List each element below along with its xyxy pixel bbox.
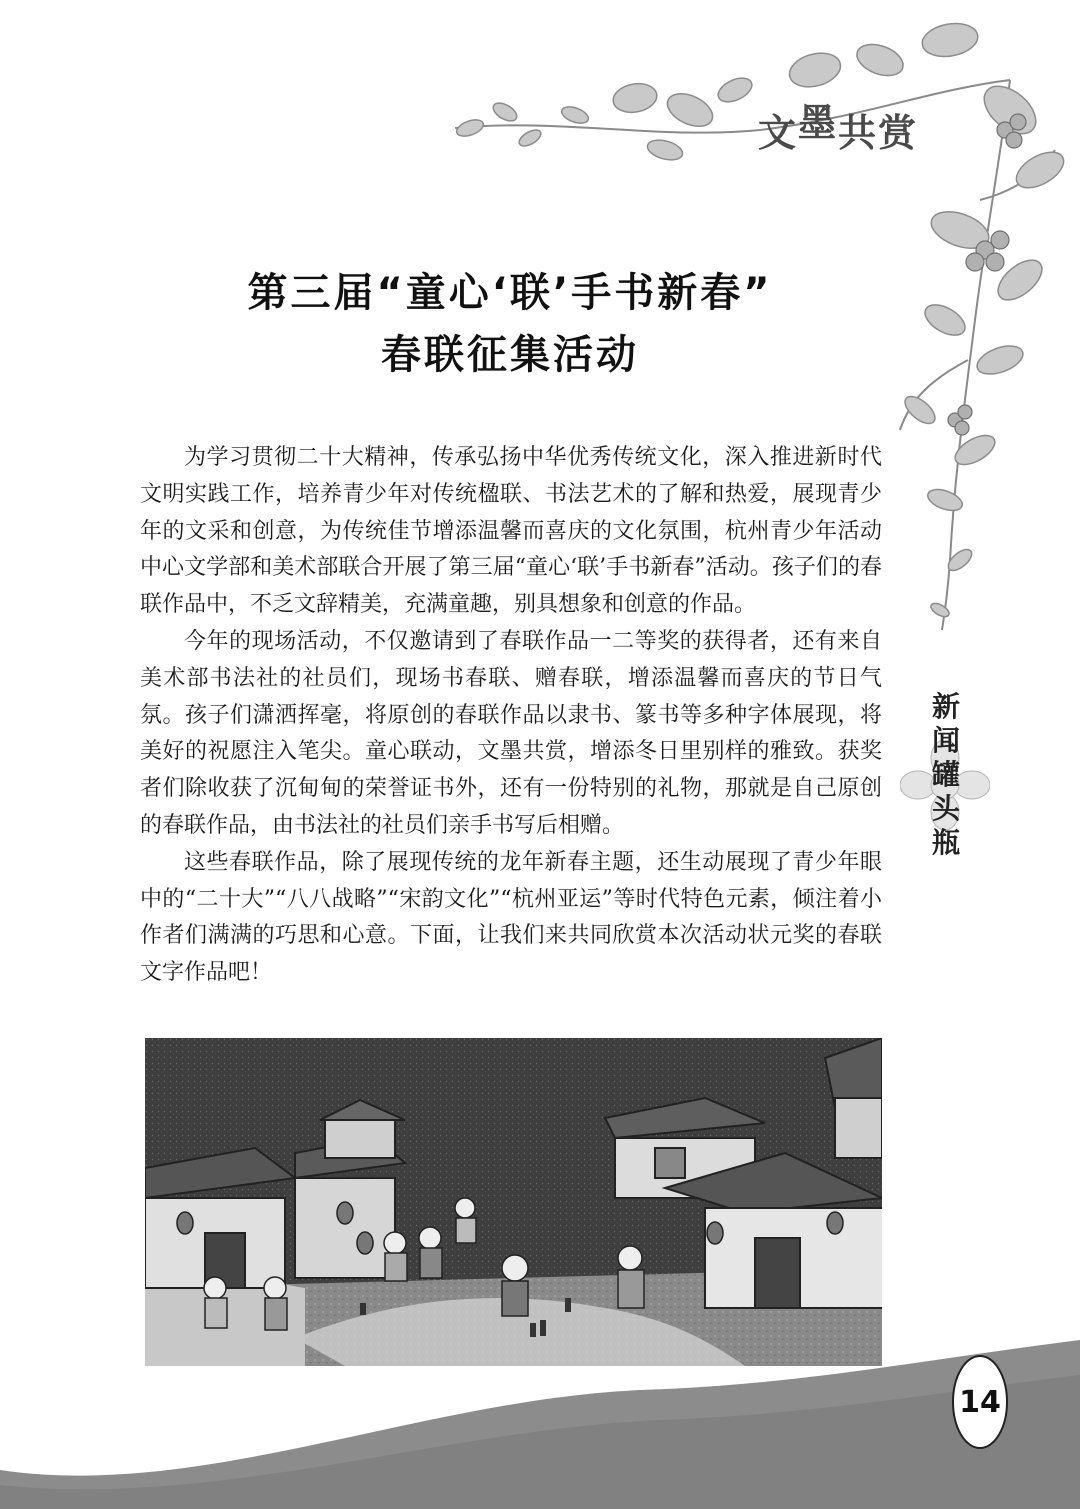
- village-illustration: [145, 1038, 882, 1366]
- paragraph: 这些春联作品，除了展现传统的龙年新春主题，还生动展现了青少年眼中的“二十大”“八八战略”“宋韵文化”“杭州亚运”等时代特色元素，倾注着小作者们满满的巧思和心意。下面，让我们来共同欣赏本次活动状元奖的春联文字作品吧！: [140, 849, 882, 986]
- section-title-char: 文: [758, 111, 799, 155]
- column-label-char: 瓶: [931, 826, 960, 859]
- title-line-2: 春联征集活动: [381, 332, 639, 378]
- section-title-char: 共: [838, 111, 879, 155]
- page-number: 14: [959, 1384, 1001, 1420]
- paragraph: 今年的现场活动，不仅邀请到了春联作品一二等奖的获得者，还有来自美术部书法社的社员们，现场书春联、赠春联，增添温馨而喜庆的节日气氛。孩子们潇洒挥毫，将原创的春联作品以隶书、篆书等多种字体展现，将美好的祝愿注入笔尖。童心联动，文墨共赏，增添冬日里别样的雅致。获奖者们除收获了沉甸甸的荣誉证书外，还有一份特别的礼物，那就是自己原创的春联作品，由书法社的社员们亲手书写后相赠。: [140, 628, 882, 838]
- column-label-char: 罐: [931, 758, 960, 791]
- column-label-char: 头: [931, 792, 960, 825]
- article-body: [140, 440, 882, 992]
- section-title: [758, 102, 918, 157]
- column-label-char: 闻: [931, 724, 960, 757]
- section-title-char: 墨: [798, 101, 839, 145]
- article-title: [140, 262, 880, 386]
- paragraph: 为学习贯彻二十大精神，传承弘扬中华优秀传统文化，深入推进新时代文明实践工作，培养青少年对传统楹联、书法艺术的了解和热爱，展现青少年的文采和创意，为传统佳节增添温馨而喜庆的文化氛围，杭州青少年活动中心文学部和美术部联合开展了第三届“童心‘联’手书新春”活动。孩子们的春联作品中，不乏文辞精美，充满童趣，别具想象和创意的作品。: [140, 445, 882, 618]
- column-label: [918, 690, 974, 860]
- footer-wave-decoration: [0, 1330, 1080, 1509]
- title-line-1: 第三届“童心‘联’手书新春”: [247, 270, 773, 316]
- column-label-char: 新: [931, 690, 960, 723]
- section-title-char: 赏: [878, 111, 919, 155]
